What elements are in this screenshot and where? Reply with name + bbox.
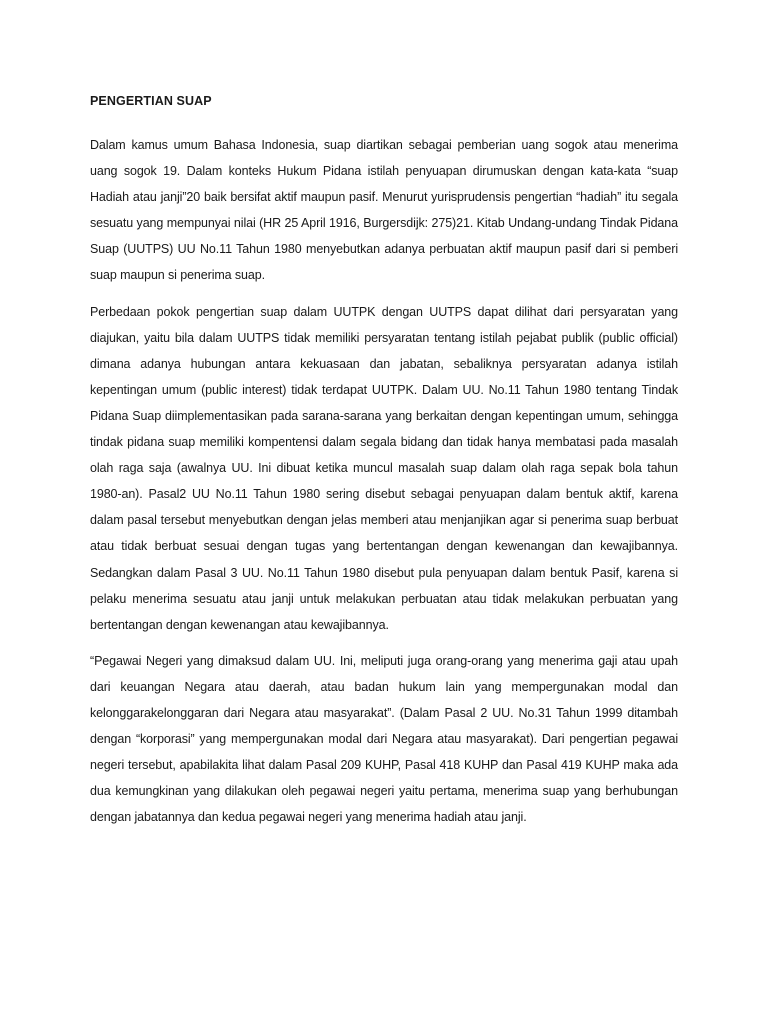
document-page bbox=[90, 88, 678, 840]
paragraph-differences: Perbedaan pokok pengertian suap dalam UUTPK dengan UUTPS dapat dilihat dari persyaratan yang diajukan, yaitu bila dalam UUTPS tidak memiliki persyaratan tentang istilah pejabat publik (public official) dimana adanya hubungan antara kekuasaan dan jabatan, sebaliknya persyaratan adanya istilah kepentingan umum (public interest) tidak terdapat UUTPK. Dalam UU. No.11 Tahun 1980 tentang Tindak Pidana Suap diimplementasikan pada sarana-sarana yang berkaitan dengan kepentingan umum, sehingga tindak pidana suap memiliki kompentensi dalam segala bidang dan tidak hanya membatasi pada masalah olah raga saja (awalnya UU. Ini dibuat ketika muncul masalah suap dalam olah raga sepak bola tahun 1980-an). Pasal2 UU No.11 Tahun 1980 sering disebut sebagai penyuapan dalam bentuk aktif, karena dalam pasal tersebut menyebutkan dengan jelas memberi atau menjanjikan agar si penerima suap berbuat atau tidak berbuat sesuai dengan tugas yang bertentangan dengan kewenangan dan kewajibannya. Sedangkan dalam Pasal 3 UU. No.11 Tahun 1980 disebut pula penyuapan dalam bentuk Pasif, karena si pelaku menerima sesuatu atau janji untuk melakukan perbuatan atau tidak melakukan perbuatan yang bertentangan dengan kewenangan atau kewajibannya. bbox=[90, 304, 678, 632]
paragraph-civil-servant: “Pegawai Negeri yang dimaksud dalam UU. Ini, meliputi juga orang-orang yang menerima gaji atau upah dari keuangan Negara atau daerah, atau badan hukum lain yang mempergunakan modal dan kelonggarakelonggaran dari Negara atau masyarakat”. (Dalam Pasal 2 UU. No.31 Tahun 1999 ditambah dengan “korporasi” yang mempergunakan modal dari Negara atau masyarakat). Dari pengertian pegawai negeri tersebut, apabilakita lihat dalam Pasal 209 KUHP, Pasal 418 KUHP dan Pasal 419 KUHP maka ada dua kemungkinan yang dilakukan oleh pegawai negeri yaitu pertama, menerima suap yang berhubungan dengan jabatannya dan kedua pegawai negeri yang menerima hadiah atau janji. bbox=[90, 653, 678, 825]
document-title: PENGERTIAN SUAP bbox=[90, 94, 212, 108]
paragraph-definition: Dalam kamus umum Bahasa Indonesia, suap diartikan sebagai pemberian uang sogok atau menerima uang sogok 19. Dalam konteks Hukum Pidana istilah penyuapan dirumuskan dengan kata-kata “suap Hadiah atau janji”20 baik bersifat aktif maupun pasif. Menurut yurisprudensis pengertian “hadiah” itu segala sesuatu yang mempunyai nilai (HR 25 April 1916, Burgersdijk: 275)21. Kitab Undang-undang Tindak Pidana Suap (UUTPS) UU No.11 Tahun 1980 menyebutkan adanya perbuatan aktif maupun pasif dari si pemberi suap maupun si penerima suap. bbox=[90, 138, 678, 283]
